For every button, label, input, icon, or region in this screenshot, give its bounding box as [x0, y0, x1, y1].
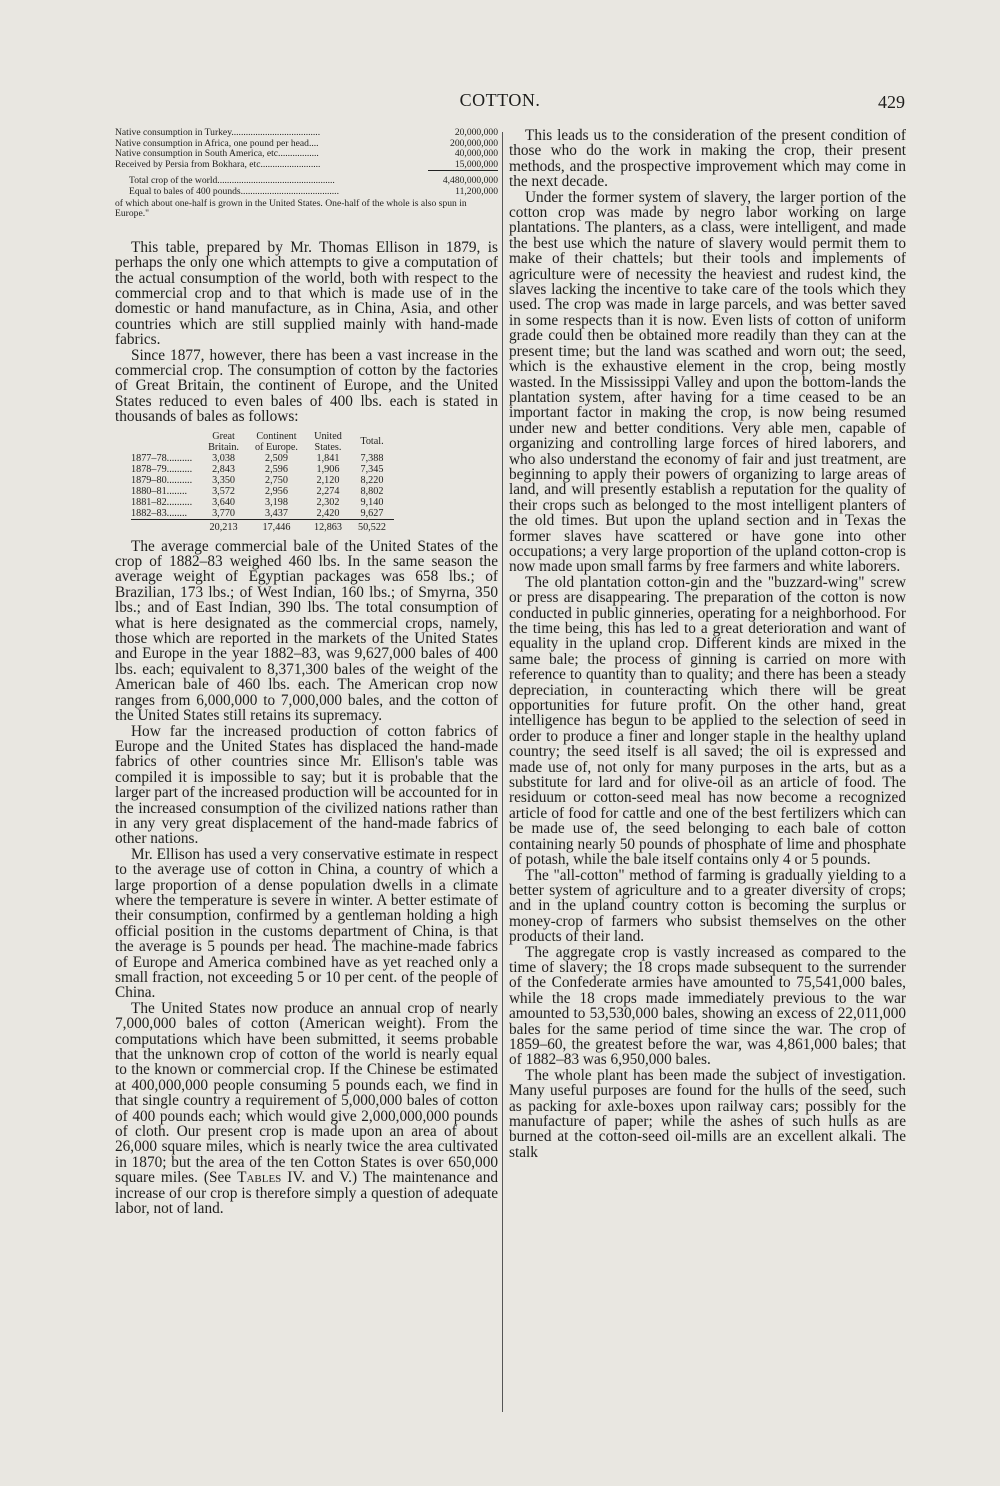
paragraph: The average commercial bale of the United States of the crop of 1882–83 weighed 460 lbs. In the same season the average weight of Egyptian packages was 658 lbs.; of Brazilian, 173 lbs.; of West Indian, 160 lbs.; of Smyrna, 350 lbs.; and of East Indian, 390 lbs. The total consumption of what is here designated as the commercial crops, namely, those which are reported in the markets of the United States and Europe in the year 1882–83, was 9,627,000 bales of 400 lbs. each; equivalent to 8,371,300 bales of the weight of the American bale of 460 lbs. each. The American crop now ranges from 6,000,000 to 7,000,000 bales, and the cotton of the United States still retains its supremacy. [115, 537, 498, 725]
table-row: 1881–82.......... 3,640 3,198 2,302 9,140 [131, 496, 384, 508]
right-column [509, 128, 906, 1160]
table-row: 1880–81........ 3,572 2,956 2,274 8,802 [131, 485, 384, 497]
running-header: COTTON. [459, 90, 541, 110]
paragraph: The United States now produce an annual crop of nearly 7,000,000 bales of cotton (American weight). From the computations which have been submitted, it seems probable that the unknown crop of cotton of the world is nearly equal to the known or commercial crop. If the Chinese be estimated at 400,000,000 people consuming 5 pounds each, we find in that single country a requirement of 5,000,000 bales of cotton of 400 pounds each; which would give 2,000,000,000 pounds of cloth. Our present crop is made upon an area of about 26,000 square miles, which is nearly twice the area cultivated in 1870; but the area of the ten Cotton States is over 650,000 square miles. (See Tables IV. and V.) The maintenance and increase of our crop is therefore simply a question of adequate labor, not of land. [115, 999, 498, 1218]
equal-value: 11,200,000 [455, 185, 498, 197]
paragraph: The whole plant has been made the subject of investigation. Many useful purposes are found for the hulls of the seed, such as packing for axle-boxes upon railway cars; possibly for the manufacture of paper; while the ashes of such hulls as are burned at the cotton-seed oil-mills are an excellent alkali. The stalk [509, 1066, 906, 1161]
paragraph: The "all-cotton" method of farming is gradually yielding to a better system of agriculture and to a greater diversity of crops; and in the upland country cotton is becoming the surplus or money-crop of farmers who subsist themselves on the other products of their land. [509, 866, 906, 946]
equal-label: Equal to bales of 400 pounds......................................... [129, 186, 339, 197]
table-header-row [131, 431, 394, 453]
left-column [115, 128, 498, 1217]
paragraph: This table, prepared by Mr. Thomas Ellison in 1879, is perhaps the only one which attempts to give a computation of the actual consumption of the world, both with respect to the commercial crop and to that which is made use of in the domestic or hand manufacture, as in China, Asia, and other countries which are still supplied mainly with hand-made fabrics. [115, 238, 498, 349]
row-label: Native consumption in Turkey..................................... [115, 128, 321, 138]
bales-consumption-table [131, 431, 394, 533]
column-header: United States. [314, 430, 342, 453]
paragraph: Under the former system of slavery, the larger portion of the cotton crop was made by negro labor working on large plantations. The planters, as a class, were intelligent, and made the best use which the nature of slavery would permit them to make of their chattels; but their tools and implements of agriculture were of necessity the heaviest and rudest kind, the slaves lacking the incentive to take care of the tools which they used. The crop was made in large parcels, and was better saved in some respects than it is now. Even lists of cotton of uniform grade could then be obtained more readily than they can at the present time; but the land was scathed and worn out; the seed, which is the exhaustive element in the crop, being mostly wasted. In the Mississippi Valley and upon the bottom-lands the plantation system, after having for a time ceased to be an important factor in making the crop, is now being resumed under new and better conditions. Very able men, capable of organizing and controlling large forces of hired laborers, and who also understand the economy of fair and just treatment, are beginning to apply their powers of organizing to large areas of land, and will presently establish a reputation for the quality of their crops such as belonged to the most intelligent planters of the old times. But upon the upland section and in Texas the former slaves have scattered or have gone into other occupations; a very large proportion of the upland cotton-crop is now made upon small farms by free farmers and white laborers. [509, 188, 906, 576]
column-header: Continent of Europe. [254, 430, 298, 453]
row-value: 15,000,000 [428, 160, 498, 171]
table-row: 1877–78.......... 3,038 2,509 1,841 7,388 [131, 452, 384, 464]
row-label: Received by Persia from Bokhara, etc......................... [115, 159, 321, 170]
consumption-estimate-table [115, 128, 498, 198]
column-header: Great Britain. [208, 430, 239, 453]
table-row: 1882–83........ 3,770 3,437 2,420 9,627 [131, 507, 384, 519]
column-header: Total. [360, 436, 384, 448]
paragraph: How far the increased production of cotton fabrics of Europe and the United States has displaced the hand-made fabrics of other countries since Mr. Ellison's table was compiled it is impossible to say; but it is probable that the larger part of the increased production will be accounted for in the increased consumption of the civilized nations rather than in any very great displacement of the hand-made fabrics of other nations. [115, 722, 498, 848]
table-row [115, 149, 498, 160]
row-label: Native consumption in South America, etc................. [115, 149, 319, 160]
paragraph: The old plantation cotton-gin and the "buzzard-wing" screw or press are disappearing. The preparation of the cotton is now conducted in public ginneries, operating for a neighborhood. For the time being, this has led to a great deterioration and want of equality in the upland crop. Different kinds are mixed in the same bale; the process of ginning is carried on more with reference to quantity than to quality; and there has been a steady depreciation, in counteracting which there will be great opportunities for future profit. On the other hand, great intelligence has begun to be applied to the selection of seed in order to produce a finer and longer staple in the healthy upland country; the seed itself is all saved; the oil is expressed and made use of, not only for many purposes in the arts, but as a substitute for lard and for olive-oil as an article of food. The residuum or cotton-seed meal has now become a recognized article of food for cattle and one of the best fertilizers which can be made use of, the seed belonging to each bale of cotton containing nearly 50 pounds of phosphate of lime and phosphate of potash, while the bale itself contains only 4 or 5 pounds. [509, 573, 906, 869]
total-label: Total crop of the world................................................. [129, 174, 335, 186]
table-footnote: of which about one-half is grown in the United States. One-half of the whole is also spun in Europe." [115, 197, 467, 220]
table-row [115, 139, 498, 150]
total-row [115, 171, 498, 187]
table-row: 1878–79.......... 2,843 2,596 1,906 7,345 [131, 463, 384, 475]
paragraph: Since 1877, however, there has been a vast increase in the commercial crop. The consumption of cotton by the factories of Great Britain, the continent of Europe, and the United States reduced to even bales of 400 lbs. each is stated in thousands of bales as follows: [115, 346, 498, 426]
table-row [115, 128, 498, 139]
column-divider [502, 132, 503, 1412]
row-value: 20,000,000 [454, 127, 498, 138]
paragraph: The aggregate crop is vastly increased as compared to the time of slavery; the 18 crops made subsequent to the surrender of the Confederate armies have amounted to 75,541,000 bales, while the 18 crops made immediately previous to the war amounted to 53,530,000 bales, showing an excess of 22,011,000 bales for the same period of time since the war. The crop of 1859–60, the greatest before the war, was 4,861,000 bales; that of 1882–83 was 6,950,000 bales. [509, 943, 906, 1069]
total-value: 4,480,000,000 [442, 175, 498, 187]
row-value: 200,000,000 [450, 137, 498, 149]
page-number: 429 [878, 92, 905, 112]
paragraph: This leads us to the consideration of the present condition of those who do the work in making the crop, their present methods, and the prospective improvement which may come in the next decade. [509, 127, 906, 191]
paragraph: Mr. Ellison has used a very conservative estimate in respect to the average use of cotton in China, a country of which a large proportion of a dense population dwells in a climate where the temperature is severe in winter. A better estimate of their consumption, confirmed by a gentleman holding a high official position in the customs department of China, is that the average is 5 pounds per head. The machine-made fabrics of Europe and America combined have as yet reached only a small fraction, not exceeding 5 or 10 per cent. of the people of China. [115, 845, 498, 1002]
table-row: 1879–80.......... 3,350 2,750 2,120 8,220 [131, 474, 384, 486]
row-value: 40,000,000 [454, 148, 498, 160]
sum-row: 20,213 17,446 12,863 50,522 [131, 519, 394, 533]
row-label: Native consumption in Africa, one pound per head.... [115, 138, 319, 149]
table-row [115, 160, 498, 171]
equal-row [115, 187, 498, 198]
